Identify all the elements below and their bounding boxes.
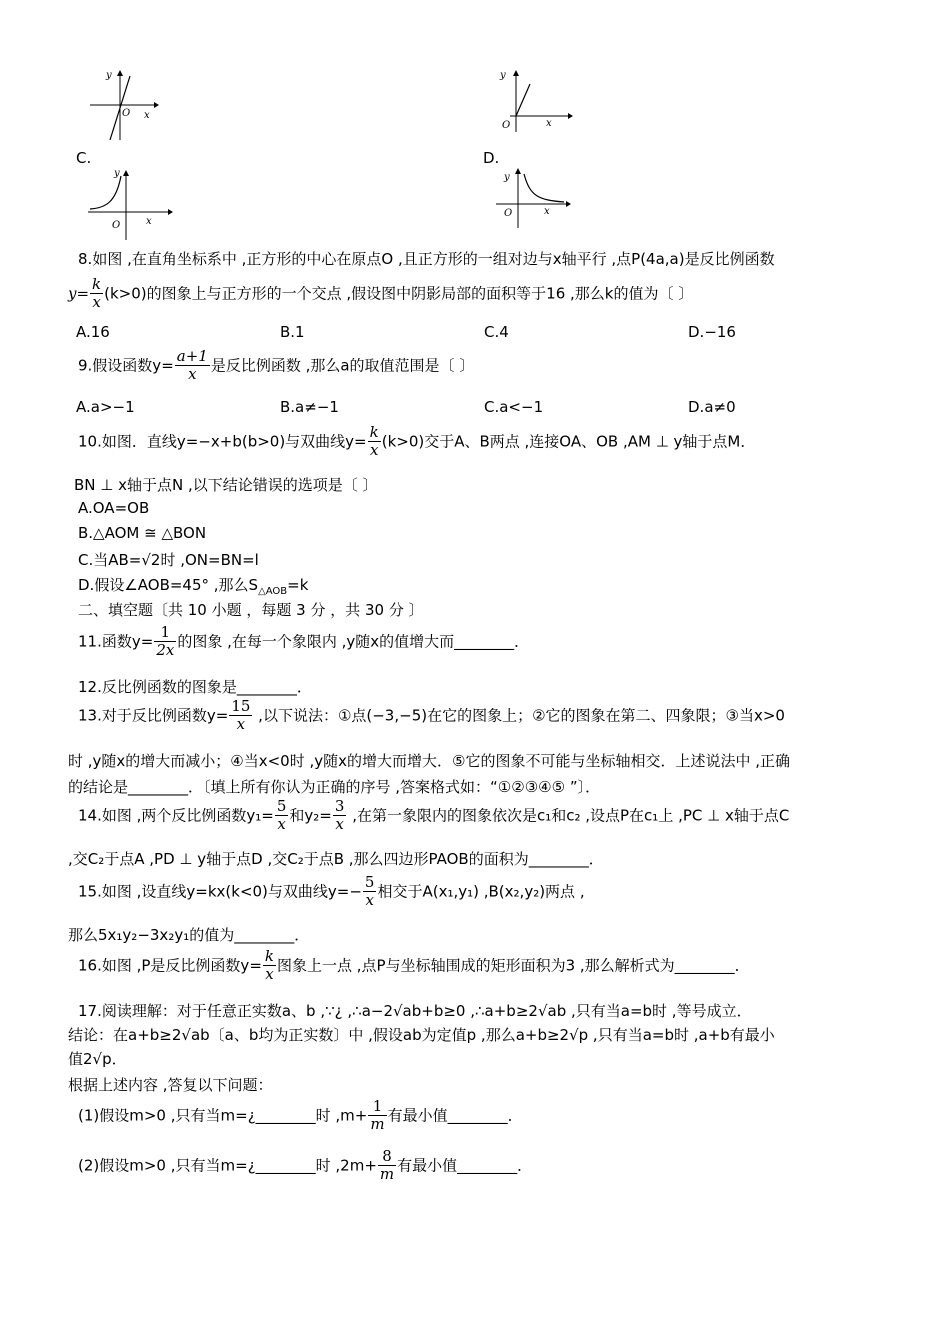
q10-line2: BN ⊥ x轴于点N ,以下结论错误的选项是〔 〕 <box>74 476 378 494</box>
graph-a-y-label: y <box>106 70 112 81</box>
graph-option-c <box>86 166 176 240</box>
graph-a-origin-label: O <box>122 108 131 119</box>
option-d-label: D. <box>483 149 500 167</box>
q9-option-d[interactable]: D.a≠0 <box>688 398 736 416</box>
q10-option-b[interactable]: B.△AOM ≅ △BON <box>78 524 207 542</box>
q9-stem: 9.假设函数y= $\frac{a+1}{x}$ 是反比例函数 ,那么a的取值范围是〔 〕 <box>78 347 475 384</box>
option-c-label: C. <box>76 149 92 167</box>
section-2-heading: 二、填空题〔共 10 小题 ，每题 3 分 ，共 30 分 〕 <box>78 601 424 619</box>
graph-d-y-label: y <box>504 172 510 183</box>
graph-c-y-label: y <box>114 168 120 179</box>
q17-line4: 根据上述内容 ,答复以下问题： <box>68 1076 273 1094</box>
q9-option-b[interactable]: B.a≠−1 <box>280 398 339 416</box>
q10-option-c[interactable]: C.当AB=√2时 ,ON=BN=l <box>78 551 259 569</box>
graph-option-d <box>494 166 574 232</box>
q14-line2: ,交C₂于点A ,PD ⊥ y轴于点D ,交C₂于点B ,那么四边形PAOB的面积为________． <box>68 850 604 868</box>
graph-b-y-label: y <box>500 70 506 81</box>
q10-option-d[interactable]: D.假设∠AOB=45° ,那么$S_{\triangle AOB}=k$ <box>78 576 309 597</box>
graph-a-x-label: x <box>144 110 150 121</box>
q8-line2: y= $\frac{k}{x}$ (k>0)的图象上与正方形的一个交点 ,假设图中阴影局部的面积等于16 ,那么k的值为〔 〕 <box>68 275 694 312</box>
q17-part1: (1)假设m>0 ,只有当m=¿________时 ,m+ $\frac{1}{m}$ 有最小值________． <box>78 1097 523 1134</box>
q12-stem: 12.反比例函数的图象是________． <box>78 678 312 696</box>
graph-b-origin-label: O <box>502 120 511 131</box>
q8-option-a[interactable]: A.16 <box>76 323 110 341</box>
graph-c-x-label: x <box>146 216 152 227</box>
q17-line1: 17.阅读理解：对于任意正实数a、b ,∵¿ ,∴a−2√ab+b≥0 ,∴a+b≥2√ab ,只有当a=b时 ,等号成立． <box>78 1002 752 1020</box>
q11-stem: 11.函数y= $\frac{1}{2x}$ 的图象 ,在每一个象限内 ,y随x的值增大而________． <box>78 623 530 660</box>
q8-option-b[interactable]: B.1 <box>280 323 305 341</box>
q15-line2: 那么5x₁y₂−3x₂y₁的值为________． <box>68 926 310 944</box>
graph-c-origin-label: O <box>112 220 121 231</box>
q8-option-d[interactable]: D.−16 <box>688 323 736 341</box>
q8-line1: 8.如图 ,在直角坐标系中 ,正方形的中心在原点O ,且正方形的一组对边与x轴平行 ,点P(4a,a)是反比例函数 <box>78 250 775 268</box>
q10-option-a[interactable]: A.OA=OB <box>78 499 150 517</box>
q8-option-c[interactable]: C.4 <box>484 323 509 341</box>
graph-option-b <box>494 68 574 134</box>
q13-line3: 的结论是________．〔填上所有你认为正确的序号 ,答案格式如：“①②③④⑤ ”〕． <box>68 778 601 796</box>
graph-b-x-label: x <box>546 118 552 129</box>
q10-stem: 10.如图．直线y=−x+b(b>0)与双曲线y= $\frac{k}{x}$ (k>0)交于A、B两点 ,连接OA、OB ,AM ⊥ y轴于点M． <box>78 423 756 460</box>
q9-option-c[interactable]: C.a<−1 <box>484 398 544 416</box>
graph-d-origin-label: O <box>504 208 513 219</box>
q9-option-a[interactable]: A.a>−1 <box>76 398 135 416</box>
graph-d-x-label: x <box>544 206 550 217</box>
q16-stem: 16.如图 ,P是反比例函数y= $\frac{k}{x}$ 图象上一点 ,点P与坐标轴围成的矩形面积为3 ,那么解析式为________． <box>78 947 750 984</box>
q17-line2: 结论：在a+b≥2√ab〔a、b均为正实数〕中 ,假设ab为定值p ,那么a+b≥2√p ,只有当a=b时 ,a+b有最小 <box>68 1026 775 1044</box>
graph-option-a <box>88 68 160 140</box>
q17-line3: 值2√p． <box>68 1050 127 1068</box>
q13-line2: 时 ,y随x的增大而减小；④当x<0时 ,y随x的增大而增大．⑤它的图象不可能与坐标轴相交．上述说法中 ,正确 <box>68 752 791 770</box>
q15-stem: 15.如图 ,设直线y=kx(k<0)与双曲线y=− $\frac{5}{x}$ 相交于A(x₁,y₁) ,B(x₂,y₂)两点 , <box>78 873 585 910</box>
q13-stem: 13.对于反比例函数y= $\frac{15}{x}$ ,以下说法：①点(−3,−5)在它的图象上；②它的图象在第二、四象限；③当x>0 <box>78 697 785 734</box>
q17-part2: (2)假设m>0 ,只有当m=¿________时 ,2m+ $\frac{8}{m}$ 有最小值________． <box>78 1147 533 1184</box>
q14-stem: 14.如图 ,两个反比例函数y₁= $\frac{5}{x}$ 和y₂= $\frac{3}{x}$ ,在第一象限内的图象依次是c₁和c₂ ,设点P在c₁上 ,PC ⊥ x轴于点C <box>78 797 790 834</box>
